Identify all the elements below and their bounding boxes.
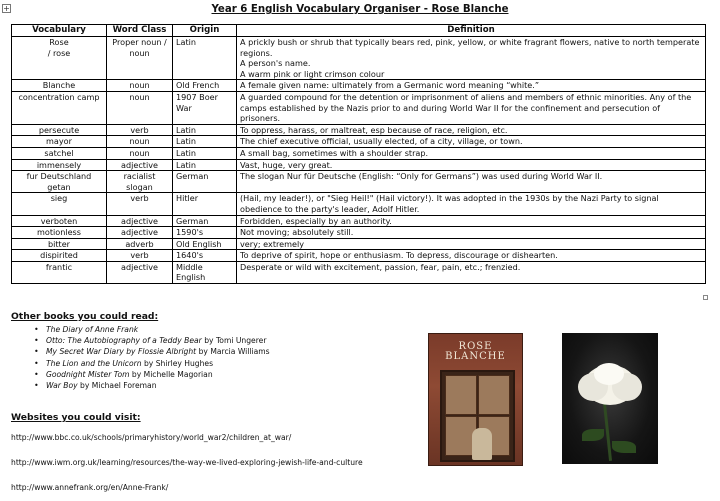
table-row [12, 136, 706, 148]
vocab-word-cell: dispirited [12, 250, 107, 262]
vocab-word-cell: verboten [12, 215, 107, 227]
book-author: by Tomi Ungerer [201, 336, 267, 346]
table-row [12, 159, 706, 171]
book-author: by Michelle Magorian [129, 369, 213, 379]
origin-cell: Latin [173, 37, 237, 80]
rose-blanche-book-cover [428, 333, 523, 466]
book-item [34, 324, 414, 335]
origin-cell: 1590's [173, 227, 237, 239]
word-class-cell: noun [107, 136, 173, 148]
website-link[interactable]: http://www.annefrank.org/en/Anne-Frank/ [11, 483, 169, 492]
cover-child-figure [472, 428, 492, 460]
header-definition: Definition [237, 25, 706, 37]
book-author: by Shirley Hughes [141, 358, 214, 368]
cover-title [429, 342, 522, 362]
table-row [12, 91, 706, 124]
definition-cell: A small bag, sometimes with a shoulder strap. [237, 147, 706, 159]
vocab-word-cell: satchel [12, 147, 107, 159]
table-row [12, 238, 706, 250]
word-class-cell: Proper noun / noun [107, 37, 173, 80]
definition-cell: The slogan Nur für Deutsche (English: “Only for Germans”) was used during World War II. [237, 171, 706, 193]
word-class-cell: racialist slogan [107, 171, 173, 193]
definition-cell: To oppress, harass, or maltreat, esp because of race, religion, etc. [237, 124, 706, 136]
book-title: The Lion and the Unicorn [46, 358, 142, 368]
table-row [12, 80, 706, 92]
book-title: Otto: The Autobiography of a Teddy Bear [46, 336, 202, 346]
definition-cell: very; extremely [237, 238, 706, 250]
book-item [34, 358, 414, 369]
page-title: Year 6 English Vocabulary Organiser - Rose Blanche [211, 4, 509, 15]
word-class-cell: adjective [107, 227, 173, 239]
book-item [34, 369, 414, 380]
word-class-cell: adjective [107, 159, 173, 171]
table-row [12, 124, 706, 136]
definition-cell: A guarded compound for the detention or imprisonment of aliens and members of ethnic minorities. Any of the camps established by the Nazis prior to and during World War II for the confinement and persecution of prisoners. [237, 91, 706, 124]
word-class-cell: adverb [107, 238, 173, 250]
header-vocabulary: Vocabulary [12, 25, 107, 37]
origin-cell: Old French [173, 80, 237, 92]
book-title: The Diary of Anne Frank [46, 325, 139, 334]
origin-cell: German [173, 215, 237, 227]
vocab-word-cell: immensely [12, 159, 107, 171]
definition-cell: To deprive of spirit, hope or enthusiasm. To depress, discourage or dishearten. [237, 250, 706, 262]
vocab-word-cell: frantic [12, 261, 107, 283]
vocab-word-cell: motionless [12, 227, 107, 239]
book-author: by Michael Foreman [77, 381, 157, 391]
table-row [12, 171, 706, 193]
origin-cell: Latin [173, 147, 237, 159]
origin-cell: Latin [173, 124, 237, 136]
cover-window-illustration [440, 370, 515, 462]
definition-cell: Forbidden, especially by an authority. [237, 215, 706, 227]
definition-cell: Desperate or wild with excitement, passion, fear, pain, etc.; frenzied. [237, 261, 706, 283]
origin-cell: Middle English [173, 261, 237, 283]
vocab-word-cell: sieg [12, 193, 107, 215]
word-class-cell: adjective [107, 215, 173, 227]
vocab-word-cell: Rose / rose [12, 37, 107, 80]
header-word-class: Word Class [107, 25, 173, 37]
book-author: by Marcia Williams [196, 347, 270, 357]
table-header-row [12, 25, 706, 37]
table-row [12, 250, 706, 262]
word-class-cell: verb [107, 124, 173, 136]
vocab-word-cell: Blanche [12, 80, 107, 92]
book-item [34, 380, 414, 391]
table-row [12, 193, 706, 215]
website-link[interactable]: http://www.bbc.co.uk/schools/primaryhistory/world_war2/children_at_war/ [11, 433, 292, 442]
origin-cell: 1907 Boer War [173, 91, 237, 124]
definition-cell: A prickly bush or shrub that typically bears red, pink, yellow, or white fragrant flowers, native to north temperate regions. A person's name. A warm pink or light crimson colour [237, 37, 706, 80]
origin-cell: 1640's [173, 250, 237, 262]
definition-cell: Not moving; absolutely still. [237, 227, 706, 239]
table-row [12, 227, 706, 239]
website-link[interactable]: http://www.iwm.org.uk/learning/resources/the-way-we-lived-exploring-jewish-life-and-culture [11, 458, 363, 467]
origin-cell: Hitler [173, 193, 237, 215]
book-title: My Secret War Diary by Flossie Albright [46, 347, 197, 357]
table-row [12, 215, 706, 227]
white-rose-photo [562, 333, 658, 464]
books-list [26, 324, 414, 391]
vocab-word-cell: mayor [12, 136, 107, 148]
word-class-cell: verb [107, 193, 173, 215]
word-class-cell: noun [107, 147, 173, 159]
origin-cell: German [173, 171, 237, 193]
table-row [12, 261, 706, 283]
vocab-word-cell: persecute [12, 124, 107, 136]
vocabulary-table [11, 24, 706, 284]
table-row [12, 37, 706, 80]
book-item [34, 346, 414, 357]
table-resize-handle[interactable] [703, 295, 708, 300]
word-class-cell: adjective [107, 261, 173, 283]
word-class-cell: verb [107, 250, 173, 262]
word-class-cell: noun [107, 80, 173, 92]
origin-cell: Latin [173, 136, 237, 148]
table-row [12, 147, 706, 159]
definition-cell: The chief executive official, usually elected, of a city, village, or town. [237, 136, 706, 148]
vocab-word-cell: fur Deutschland getan [12, 171, 107, 193]
header-origin: Origin [173, 25, 237, 37]
websites-heading: Websites you could visit: [11, 412, 141, 423]
cover-title-line2: BLANCHE [445, 351, 506, 362]
book-title: War Boy [46, 381, 78, 391]
origin-cell: Old English [173, 238, 237, 250]
word-class-cell: noun [107, 91, 173, 124]
origin-cell: Latin [173, 159, 237, 171]
definition-cell: Vast, huge, very great. [237, 159, 706, 171]
books-heading: Other books you could read: [11, 311, 159, 322]
definition-cell: A female given name: ultimately from a Germanic word meaning “white.” [237, 80, 706, 92]
book-title: Goodnight Mister Tom [46, 369, 130, 379]
vocab-word-cell: bitter [12, 238, 107, 250]
book-item [34, 335, 414, 346]
table-move-handle-icon[interactable]: + [3, 4, 10, 13]
definition-cell: (Hail, my leader!), or "Sieg Heil!" (Hail victory!). It was adopted in the 1930s by the Nazi Party to signal obedience to the party's leader, Adolf Hitler. [237, 193, 706, 215]
vocab-word-cell: concentration camp [12, 91, 107, 124]
cover-title-line1: ROSE [458, 341, 493, 352]
